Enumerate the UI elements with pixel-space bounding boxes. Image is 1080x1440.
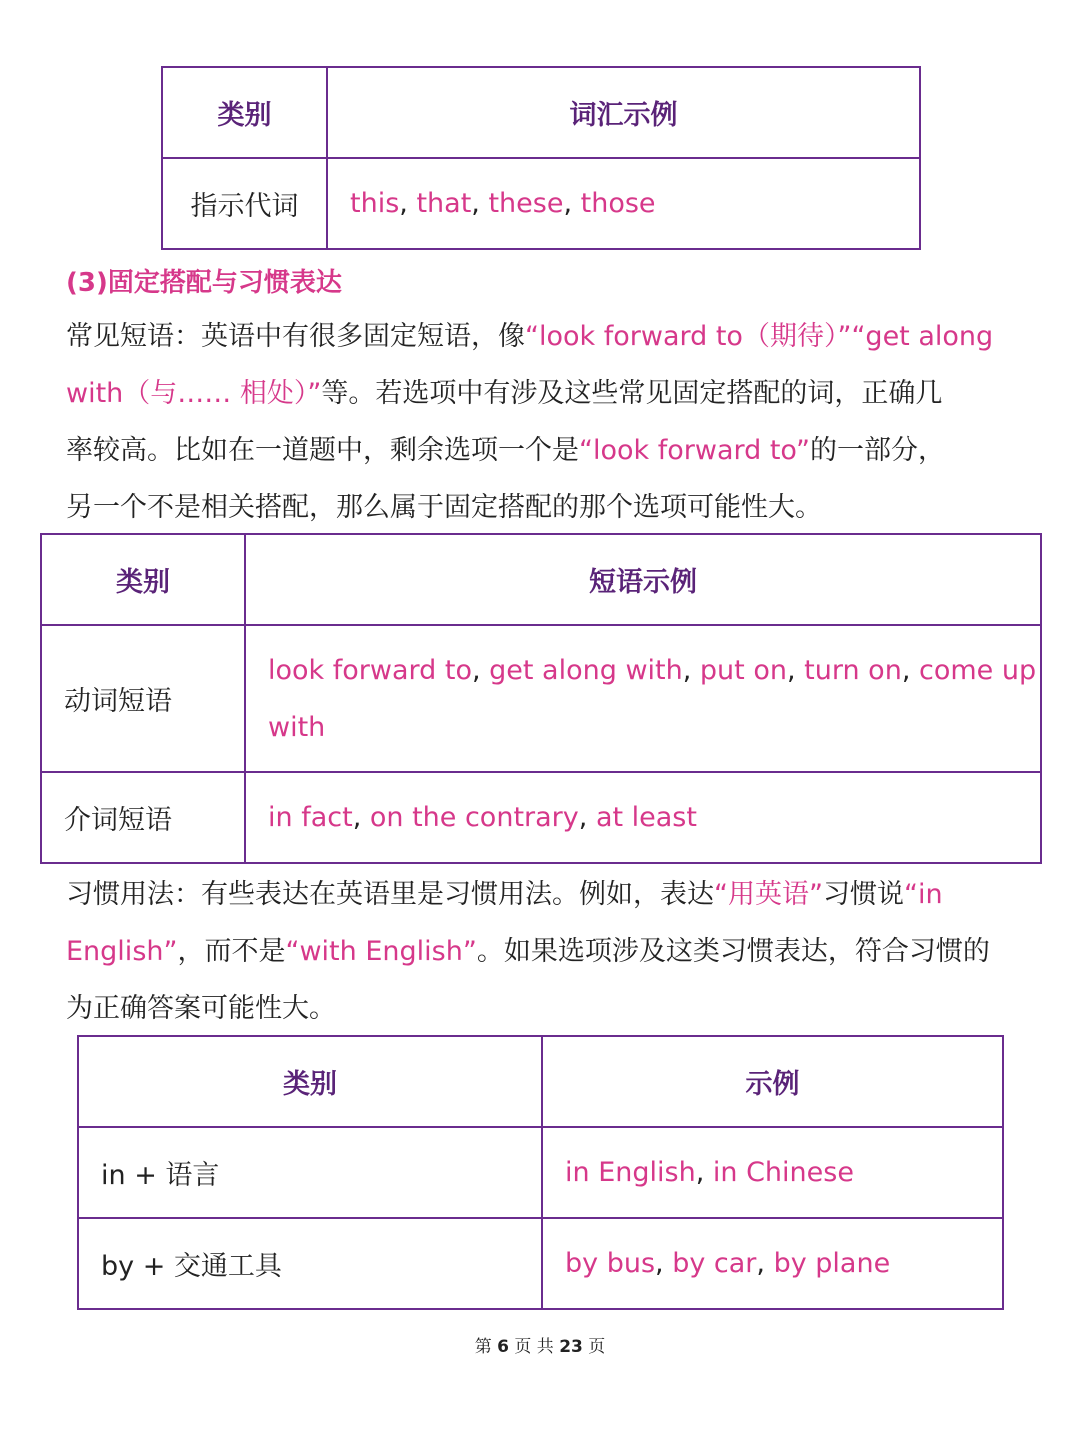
footer-suffix: 页 (588, 1337, 606, 1357)
example-word: these (488, 188, 564, 219)
table-header-row (162, 67, 920, 158)
para-highlight: “in (903, 879, 943, 910)
fixed-phrase-paragraph (66, 308, 993, 536)
para-text: 为正确答案可能性大。 (66, 993, 336, 1024)
table-row (78, 1127, 1003, 1218)
page-total: 23 (559, 1337, 583, 1357)
example-phrase: turn on (804, 654, 902, 686)
row-examples: this, that, these, those (327, 158, 920, 249)
example-phrase: with (268, 711, 326, 743)
page-footer (0, 1332, 1080, 1357)
para-text: 常见短语：英语中有很多固定短语，像 (66, 321, 525, 352)
table-row (78, 1218, 1003, 1309)
header-examples: 示例 (542, 1036, 1003, 1127)
example-word: this (350, 188, 400, 219)
para-text: 等。若选项中有涉及这些常见固定搭配的词，正确几 (321, 378, 943, 409)
para-highlight: “look forward to” (579, 435, 810, 466)
row-category: 动词短语 (41, 625, 245, 772)
para-text: 习惯说 (822, 879, 904, 910)
row-examples: by bus, by car, by plane (542, 1218, 1003, 1309)
para-text: 的一部分， (809, 435, 945, 466)
section-heading: (3)固定搭配与习惯表达 (66, 268, 342, 298)
footer-prefix: 第 (474, 1337, 492, 1357)
para-text: 习惯用法：有些表达在英语里是习惯用法。例如，表达 (66, 879, 714, 910)
example-phrase: in Chinese (712, 1157, 854, 1188)
row-category: 指示代词 (162, 158, 327, 249)
example-phrase: in English (565, 1157, 696, 1188)
usage-table (77, 1035, 1004, 1310)
header-category: 类别 (78, 1036, 542, 1127)
example-phrase: look forward to (268, 654, 472, 686)
para-highlight: “look forward to（期待）”“get along (525, 321, 994, 352)
example-phrase: come up (918, 654, 1037, 686)
row-examples: in English, in Chinese (542, 1127, 1003, 1218)
example-phrase: get along with (489, 654, 683, 686)
example-phrase: at least (595, 802, 697, 833)
header-examples: 短语示例 (245, 534, 1041, 625)
header-examples: 词汇示例 (327, 67, 920, 158)
row-examples: in fact, on the contrary, at least (245, 772, 1041, 863)
example-phrase: in fact (268, 802, 353, 833)
row-category: by + 交通工具 (78, 1218, 542, 1309)
table-row (162, 158, 920, 249)
para-text: ，而不是 (177, 936, 286, 967)
example-phrase: put on (699, 654, 787, 686)
row-examples: look forward to, get along with, put on, turn on, come up with (245, 625, 1041, 772)
para-highlight: “with English” (285, 936, 477, 967)
para-highlight: with（与…… 相处）” (66, 378, 322, 409)
header-category: 类别 (41, 534, 245, 625)
footer-middle: 页 共 (514, 1337, 554, 1357)
row-category: 介词短语 (41, 772, 245, 863)
page-number: 6 (497, 1337, 509, 1357)
vocab-table (161, 66, 921, 250)
example-word: those (580, 188, 656, 219)
para-highlight: “用英语” (714, 879, 823, 910)
row-category: in + 语言 (78, 1127, 542, 1218)
table-row (41, 772, 1041, 863)
example-phrase: by bus (565, 1248, 656, 1279)
example-phrase: on the contrary (369, 802, 579, 833)
header-category: 类别 (162, 67, 327, 158)
example-phrase: by car (672, 1248, 757, 1279)
table-header-row (41, 534, 1041, 625)
example-phrase: by plane (773, 1248, 891, 1279)
example-word: that (416, 188, 472, 219)
phrase-table (40, 533, 1042, 864)
table-header-row (78, 1036, 1003, 1127)
idiom-paragraph (66, 866, 990, 1037)
table-row (41, 625, 1041, 772)
para-text: 另一个不是相关搭配，那么属于固定搭配的那个选项可能性大。 (66, 492, 822, 523)
para-highlight: English” (66, 936, 178, 967)
para-text: 率较高。比如在一道题中，剩余选项一个是 (66, 435, 579, 466)
para-text: 。如果选项涉及这类习惯表达，符合习惯的 (476, 936, 990, 967)
